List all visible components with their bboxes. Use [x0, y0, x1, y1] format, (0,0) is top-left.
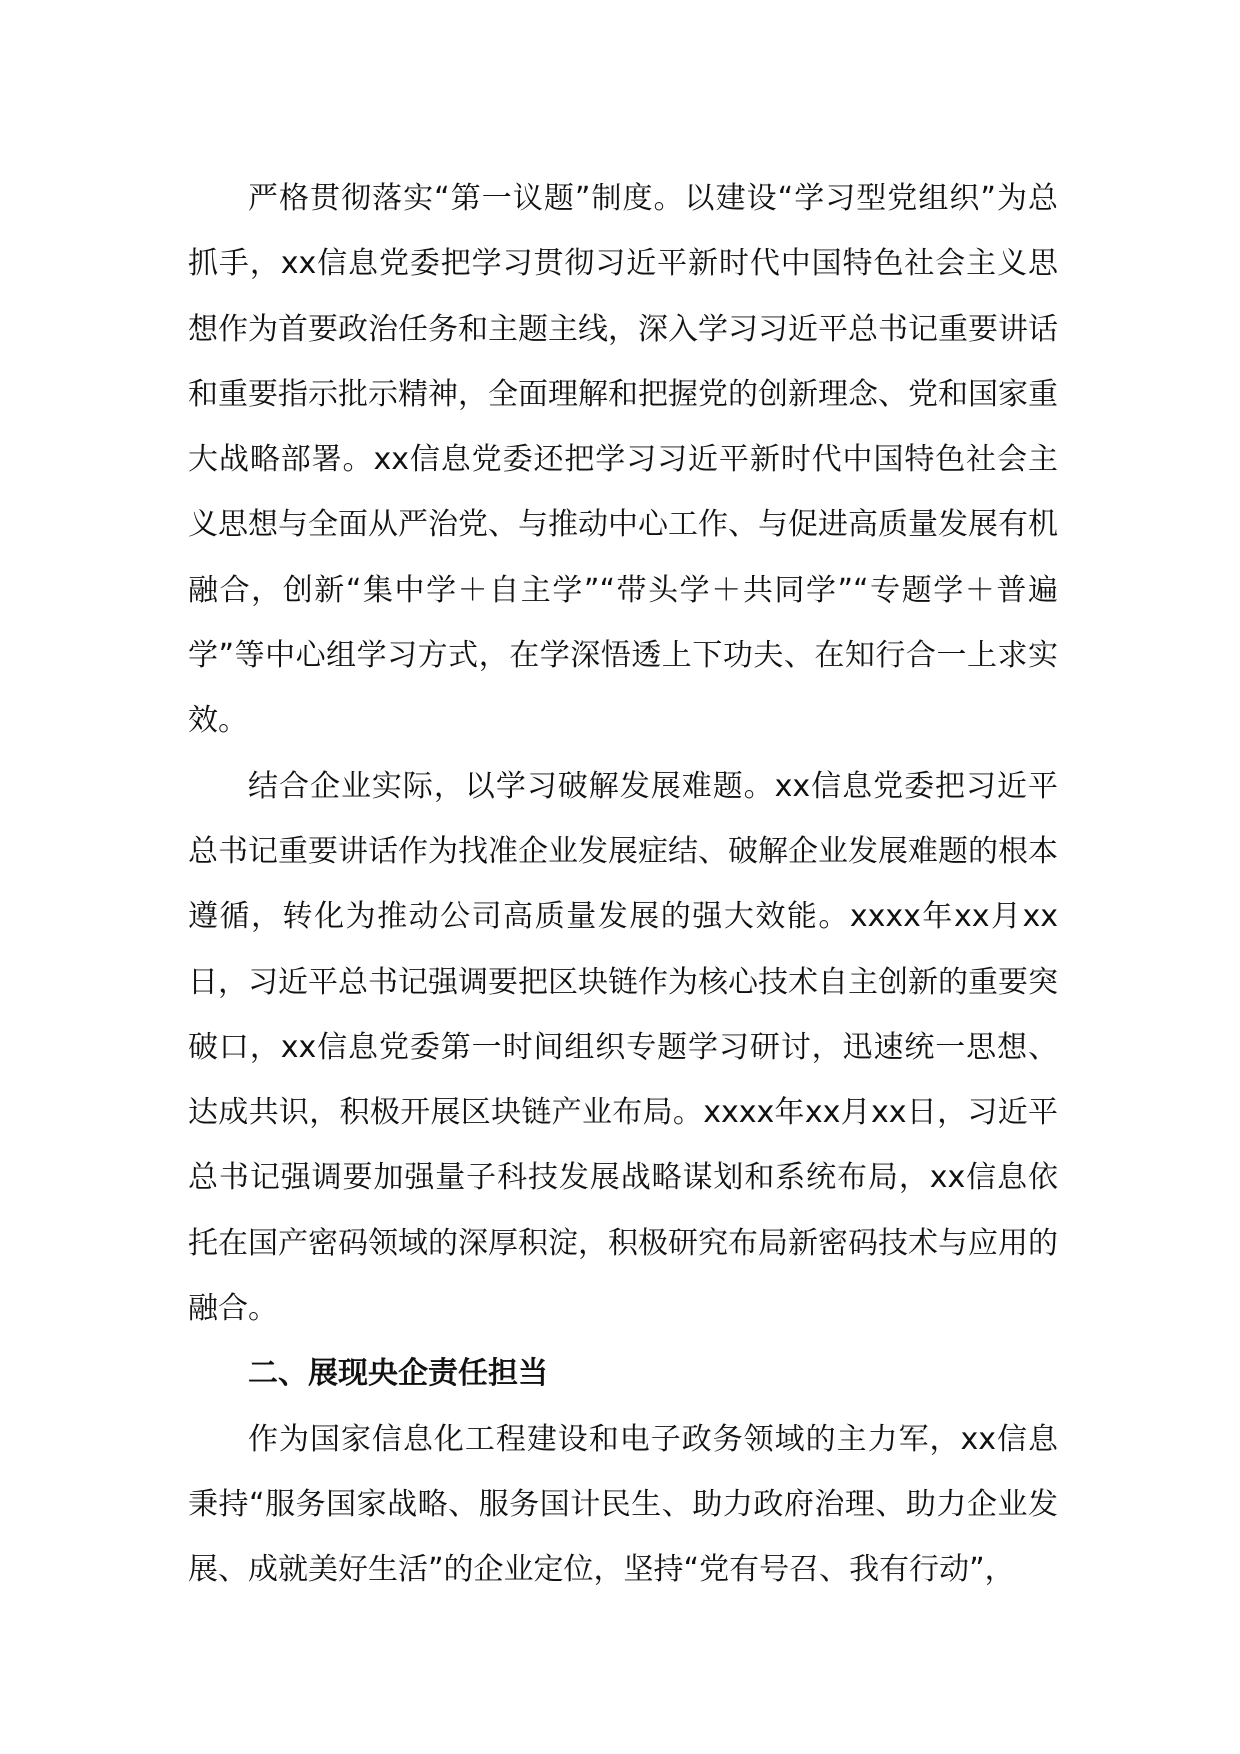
paragraph-first-topic: 严格贯彻落实“第一议题”制度。以建设“学习型党组织”为总抓手，xx信息党委把学习贯彻习近平新时代中国特色社会主义思想作为首要政治任务和主题主线，深入学习习近平总书记重要讲话和重要指示批示精神，全面理解和把握党的创新理念、党和国家重大战略部署。xx信息党委还把学习习近平新时代中国特色社会主义思想与全面从严治党、与推动中心工作、与促进高质量发展有机融合，创新“集中学＋自主学”“带头学＋共同学”“专题学＋普遍学”等中心组学习方式，在学深悟透上下功夫、在知行合一上求实效。	[188, 181, 1058, 739]
section-heading: 二、展现央企责任担当	[248, 1356, 548, 1392]
document-page	[188, 166, 1058, 1603]
paragraph-development: 结合企业实际，以学习破解发展难题。xx信息党委把习近平总书记重要讲话作为找准企业发展症结、破解企业发展难题的根本遵循，转化为推动公司高质量发展的强大效能。xxxx年xx月xx日，习近平总书记强调要把区块链作为核心技术自主创新的重要突破口，xx信息党委第一时间组织专题学习研讨，迅速统一思想、达成共识，积极开展区块链产业布局。xxxx年xx月xx日，习近平总书记强调要加强量子科技发展战略谋划和系统布局，xx信息依托在国产密码领域的深厚积淀，积极研究布局新密码技术与应用的融合。	[188, 768, 1058, 1327]
paragraph-responsibility: 作为国家信息化工程建设和电子政务领域的主力军，xx信息秉持“服务国家战略、服务国计民生、助力政府治理、助力企业发展、成就美好生活”的企业定位，坚持“党有号召、我有行动”，	[188, 1421, 1058, 1588]
